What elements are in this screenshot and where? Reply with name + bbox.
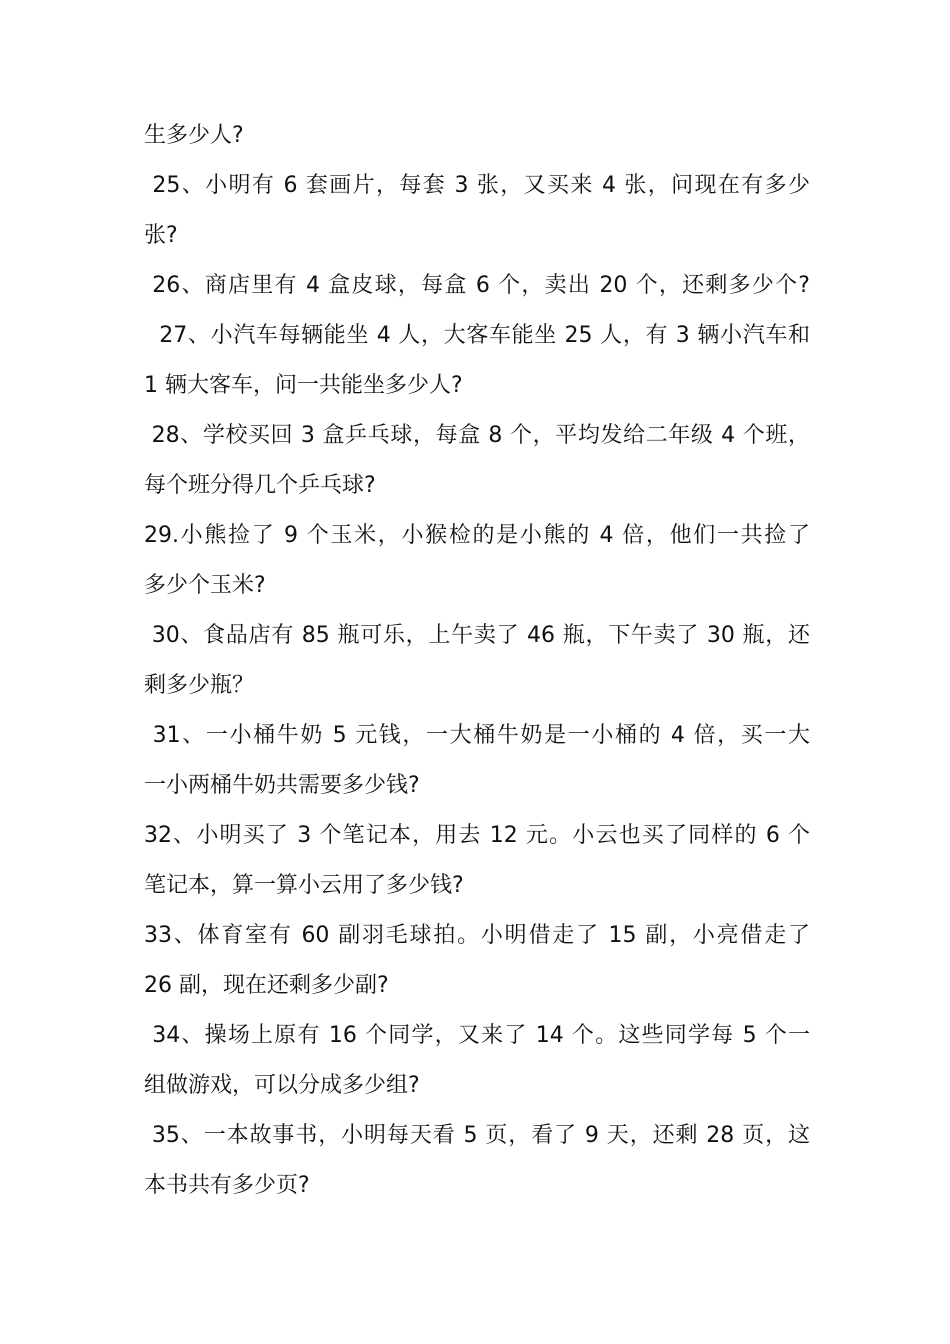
text-line: 组做游戏，可以分成多少组? (144, 1073, 420, 1098)
text-line: 35、一本故事书，小明每天看 5 页，看了 9 天，还剩 28 页，这 (144, 1123, 810, 1148)
text-line: 30、食品店有 85 瓶可乐，上午卖了 46 瓶，下午卖了 30 瓶，还 (144, 623, 810, 648)
text-line: 生多少人? (144, 123, 244, 148)
problem-list (144, 111, 810, 1211)
text-line: 26、商店里有 4 盒皮球，每盒 6 个，卖出 20 个，还剩多少个? (144, 273, 810, 298)
text-line: 多少个玉米? (144, 573, 266, 598)
text-line: 26 副，现在还剩多少副? (144, 973, 389, 998)
text-line: 张? (144, 223, 178, 248)
text-line: 本书共有多少页? (144, 1173, 310, 1198)
text-line: 25、小明有 6 套画片，每套 3 张，又买来 4 张，问现在有多少 (144, 173, 810, 198)
text-line: 剩多少瓶？ (144, 673, 255, 698)
text-line: 34、操场上原有 16 个同学，又来了 14 个。这些同学每 5 个一 (144, 1023, 810, 1048)
text-line: 1 辆大客车，问一共能坐多少人? (144, 373, 463, 398)
text-line: 28、学校买回 3 盒乒乓球，每盒 8 个，平均发给二年级 4 个班， (144, 423, 810, 448)
text-line: 33、体育室有 60 副羽毛球拍。小明借走了 15 副，小亮借走了 (144, 923, 810, 948)
text-line: 一小两桶牛奶共需要多少钱? (144, 773, 420, 798)
text-line: 32、小明买了 3 个笔记本，用去 12 元。小云也买了同样的 6 个 (144, 823, 810, 848)
text-line: 27、小汽车每辆能坐 4 人，大客车能坐 25 人，有 3 辆小汽车和 (144, 323, 810, 348)
text-line: 笔记本，算一算小云用了多少钱? (144, 873, 464, 898)
text-line: 29.小熊捡了 9 个玉米，小猴检的是小熊的 4 倍，他们一共捡了 (144, 523, 810, 548)
text-line: 31、一小桶牛奶 5 元钱，一大桶牛奶是一小桶的 4 倍，买一大 (144, 723, 810, 748)
text-line: 每个班分得几个乒乓球? (144, 473, 376, 498)
